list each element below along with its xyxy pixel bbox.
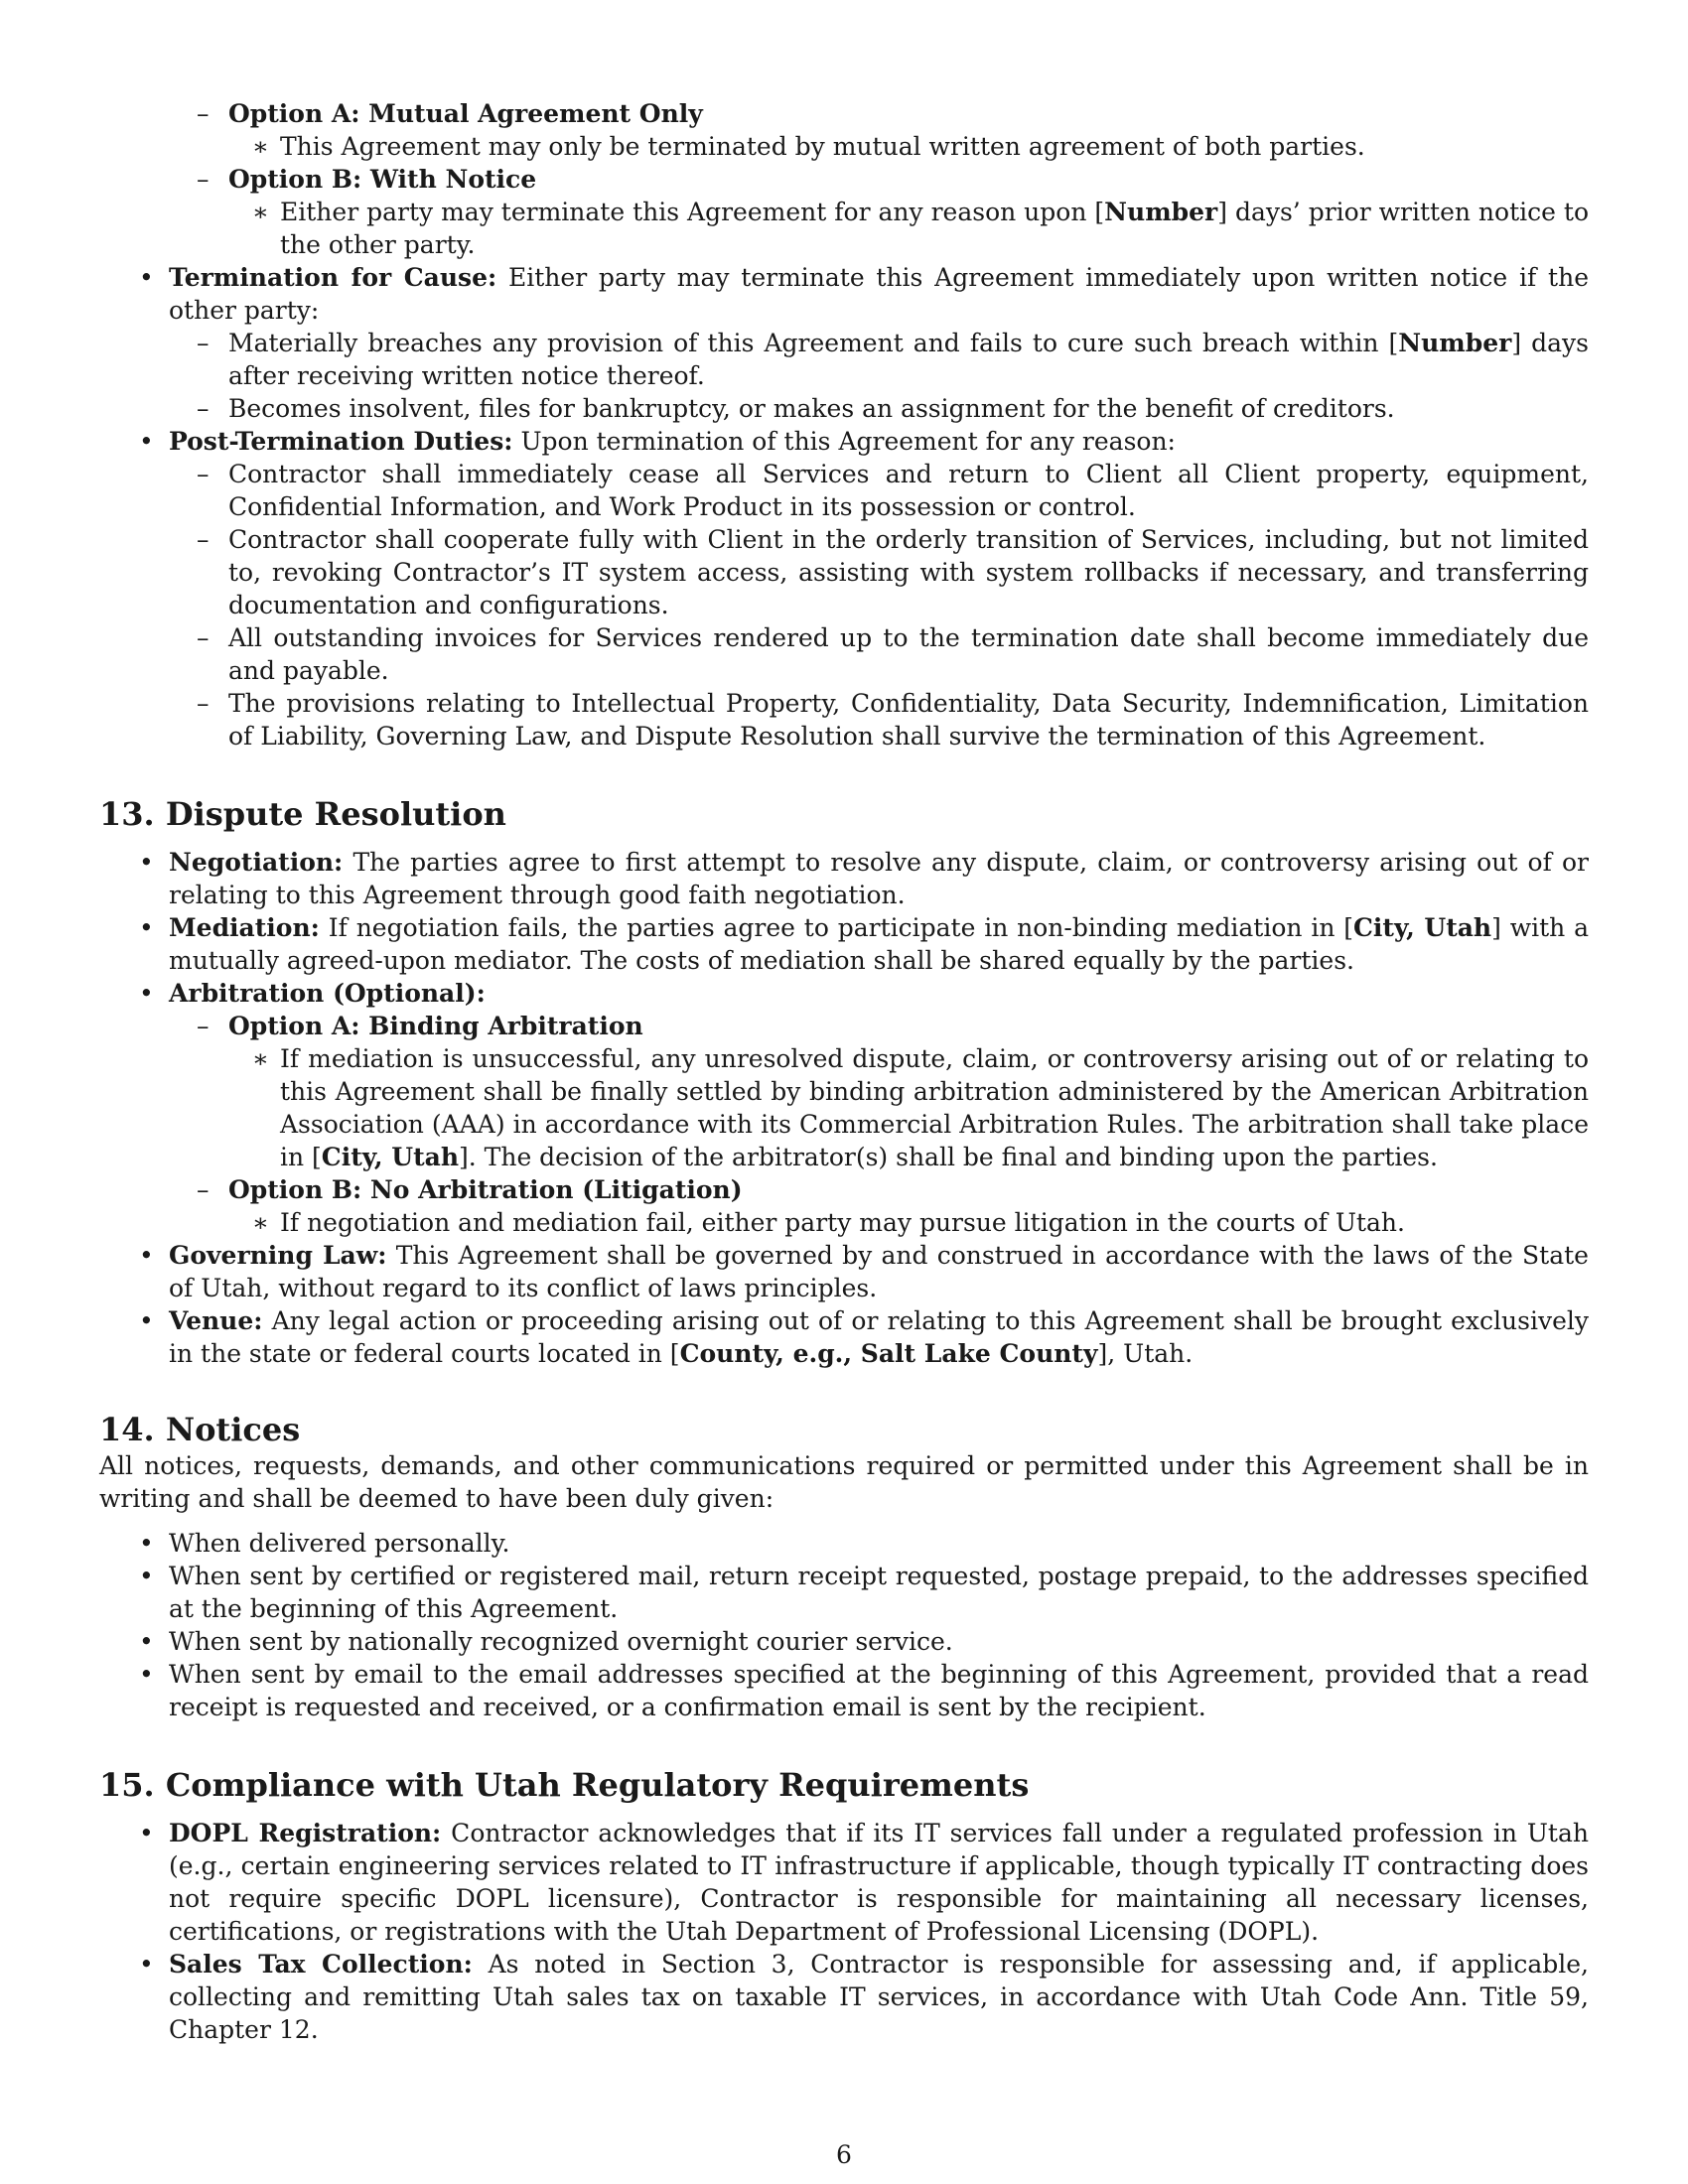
termination-list — [99, 97, 1589, 752]
arbitration-option-a-text: ∗ If mediation is unsuccessful, any unresolved dispute, claim, or controversy arising out of or relating to this Agreement shall be finally settled by binding arbitration administered by the American Arbitration Association (AAA) in accordance with its Commercial Arbitration Rules. The arbitration shall take place in [City, Utah]. The decision of the arbitrator(s) shall be final and binding upon the parties. — [99, 1042, 1589, 1173]
post-termination-duties: • Post-Termination Duties: Upon termination of this Agreement for any reason: — [99, 425, 1589, 458]
arbitration-option-b: – Option B: No Arbitration (Litigation) — [99, 1173, 1589, 1206]
venue-item: • Venue: Any legal action or proceeding arising out of or relating to this Agreement shall be brought exclusively in the state or federal courts located in [County, e.g., Salt Lake County], Utah. — [99, 1304, 1589, 1370]
notice-item: • When sent by nationally recognized overnight courier service. — [99, 1625, 1589, 1658]
post-termination-item: – The provisions relating to Intellectual Property, Confidentiality, Data Security, Indemnification, Limitation of Liability, Governing Law, and Dispute Resolution shall survive the termination of this Agreement. — [99, 687, 1589, 752]
notice-item: • When sent by certified or registered mail, return receipt requested, postage prepaid, to the addresses specified at the beginning of this Agreement. — [99, 1560, 1589, 1625]
termination-cause-item: – Materially breaches any provision of this Agreement and fails to cure such breach within [Number] days after receiving written notice thereof. — [99, 327, 1589, 392]
document-page — [99, 97, 1589, 2046]
post-termination-item: – Contractor shall cooperate fully with Client in the orderly transition of Services, including, but not limited to, revoking Contractor’s IT system access, assisting with system rollbacks if necessary, and transferring documentation and configurations. — [99, 523, 1589, 621]
notices-intro: All notices, requests, demands, and other communications required or permitted under this Agreement shall be in writing and shall be deemed to have been duly given: — [99, 1451, 1589, 1513]
termination-option-a-text: ∗ This Agreement may only be terminated by mutual written agreement of both parties. — [99, 130, 1589, 163]
termination-cause-item: – Becomes insolvent, files for bankruptcy, or makes an assignment for the benefit of creditors. — [99, 392, 1589, 425]
dopl-item: • DOPL Registration: Contractor acknowledges that if its IT services fall under a regulated profession in Utah (e.g., certain engineering services related to IT infrastructure if applicable, though typically IT contracting does not require specific DOPL licensure), Contractor is responsible for maintaining all necessary licenses, certifications, or registrations with the Utah Department of Professional Licensing (DOPL). — [99, 1817, 1589, 1948]
notice-item: • When sent by email to the email addresses specified at the beginning of this Agreement, provided that a read receipt is requested and received, or a confirmation email is sent by the recipient. — [99, 1658, 1589, 1723]
dispute-resolution-list — [99, 846, 1589, 1370]
governing-law-item: • Governing Law: This Agreement shall be governed by and construed in accordance with the laws of the State of Utah, without regard to its conflict of laws principles. — [99, 1239, 1589, 1304]
post-termination-item: – Contractor shall immediately cease all Services and return to Client all Client property, equipment, Confidential Information, and Work Product in its possession or control. — [99, 458, 1589, 523]
termination-option-b: – Option B: With Notice — [99, 163, 1589, 196]
section-15-heading: 15. Compliance with Utah Regulatory Requirements — [99, 1766, 1030, 1804]
section-14-heading: 14. Notices — [99, 1411, 301, 1448]
termination-for-cause: • Termination for Cause: Either party may terminate this Agreement immediately upon written notice if the other party: — [99, 261, 1589, 327]
section-13-heading: 13. Dispute Resolution — [99, 795, 506, 833]
mediation-item: • Mediation: If negotiation fails, the parties agree to participate in non-binding mediation in [City, Utah] with a mutually agreed-upon mediator. The costs of mediation shall be shared equally by the parties. — [99, 911, 1589, 977]
arbitration-option-a: – Option A: Binding Arbitration — [99, 1010, 1589, 1042]
page-number: 6 — [836, 2140, 852, 2169]
termination-option-a: – Option A: Mutual Agreement Only — [99, 97, 1589, 130]
sales-tax-item: • Sales Tax Collection: As noted in Section 3, Contractor is responsible for assessing and, if applicable, collecting and remitting Utah sales tax on taxable IT services, in accordance with Utah Code Ann. Title 59, Chapter 12. — [99, 1948, 1589, 2046]
arbitration-item: • Arbitration (Optional): — [99, 977, 1589, 1010]
compliance-list — [99, 1817, 1589, 2046]
post-termination-item: – All outstanding invoices for Services rendered up to the termination date shall become immediately due and payable. — [99, 621, 1589, 687]
arbitration-option-b-text: ∗ If negotiation and mediation fail, either party may pursue litigation in the courts of Utah. — [99, 1206, 1589, 1239]
termination-option-b-text: ∗ Either party may terminate this Agreement for any reason upon [Number] days’ prior written notice to the other party. — [99, 196, 1589, 261]
negotiation-item: • Negotiation: The parties agree to first attempt to resolve any dispute, claim, or controversy arising out of or relating to this Agreement through good faith negotiation. — [99, 846, 1589, 911]
notice-item: • When delivered personally. — [99, 1527, 1589, 1560]
notices-list — [99, 1527, 1589, 1723]
